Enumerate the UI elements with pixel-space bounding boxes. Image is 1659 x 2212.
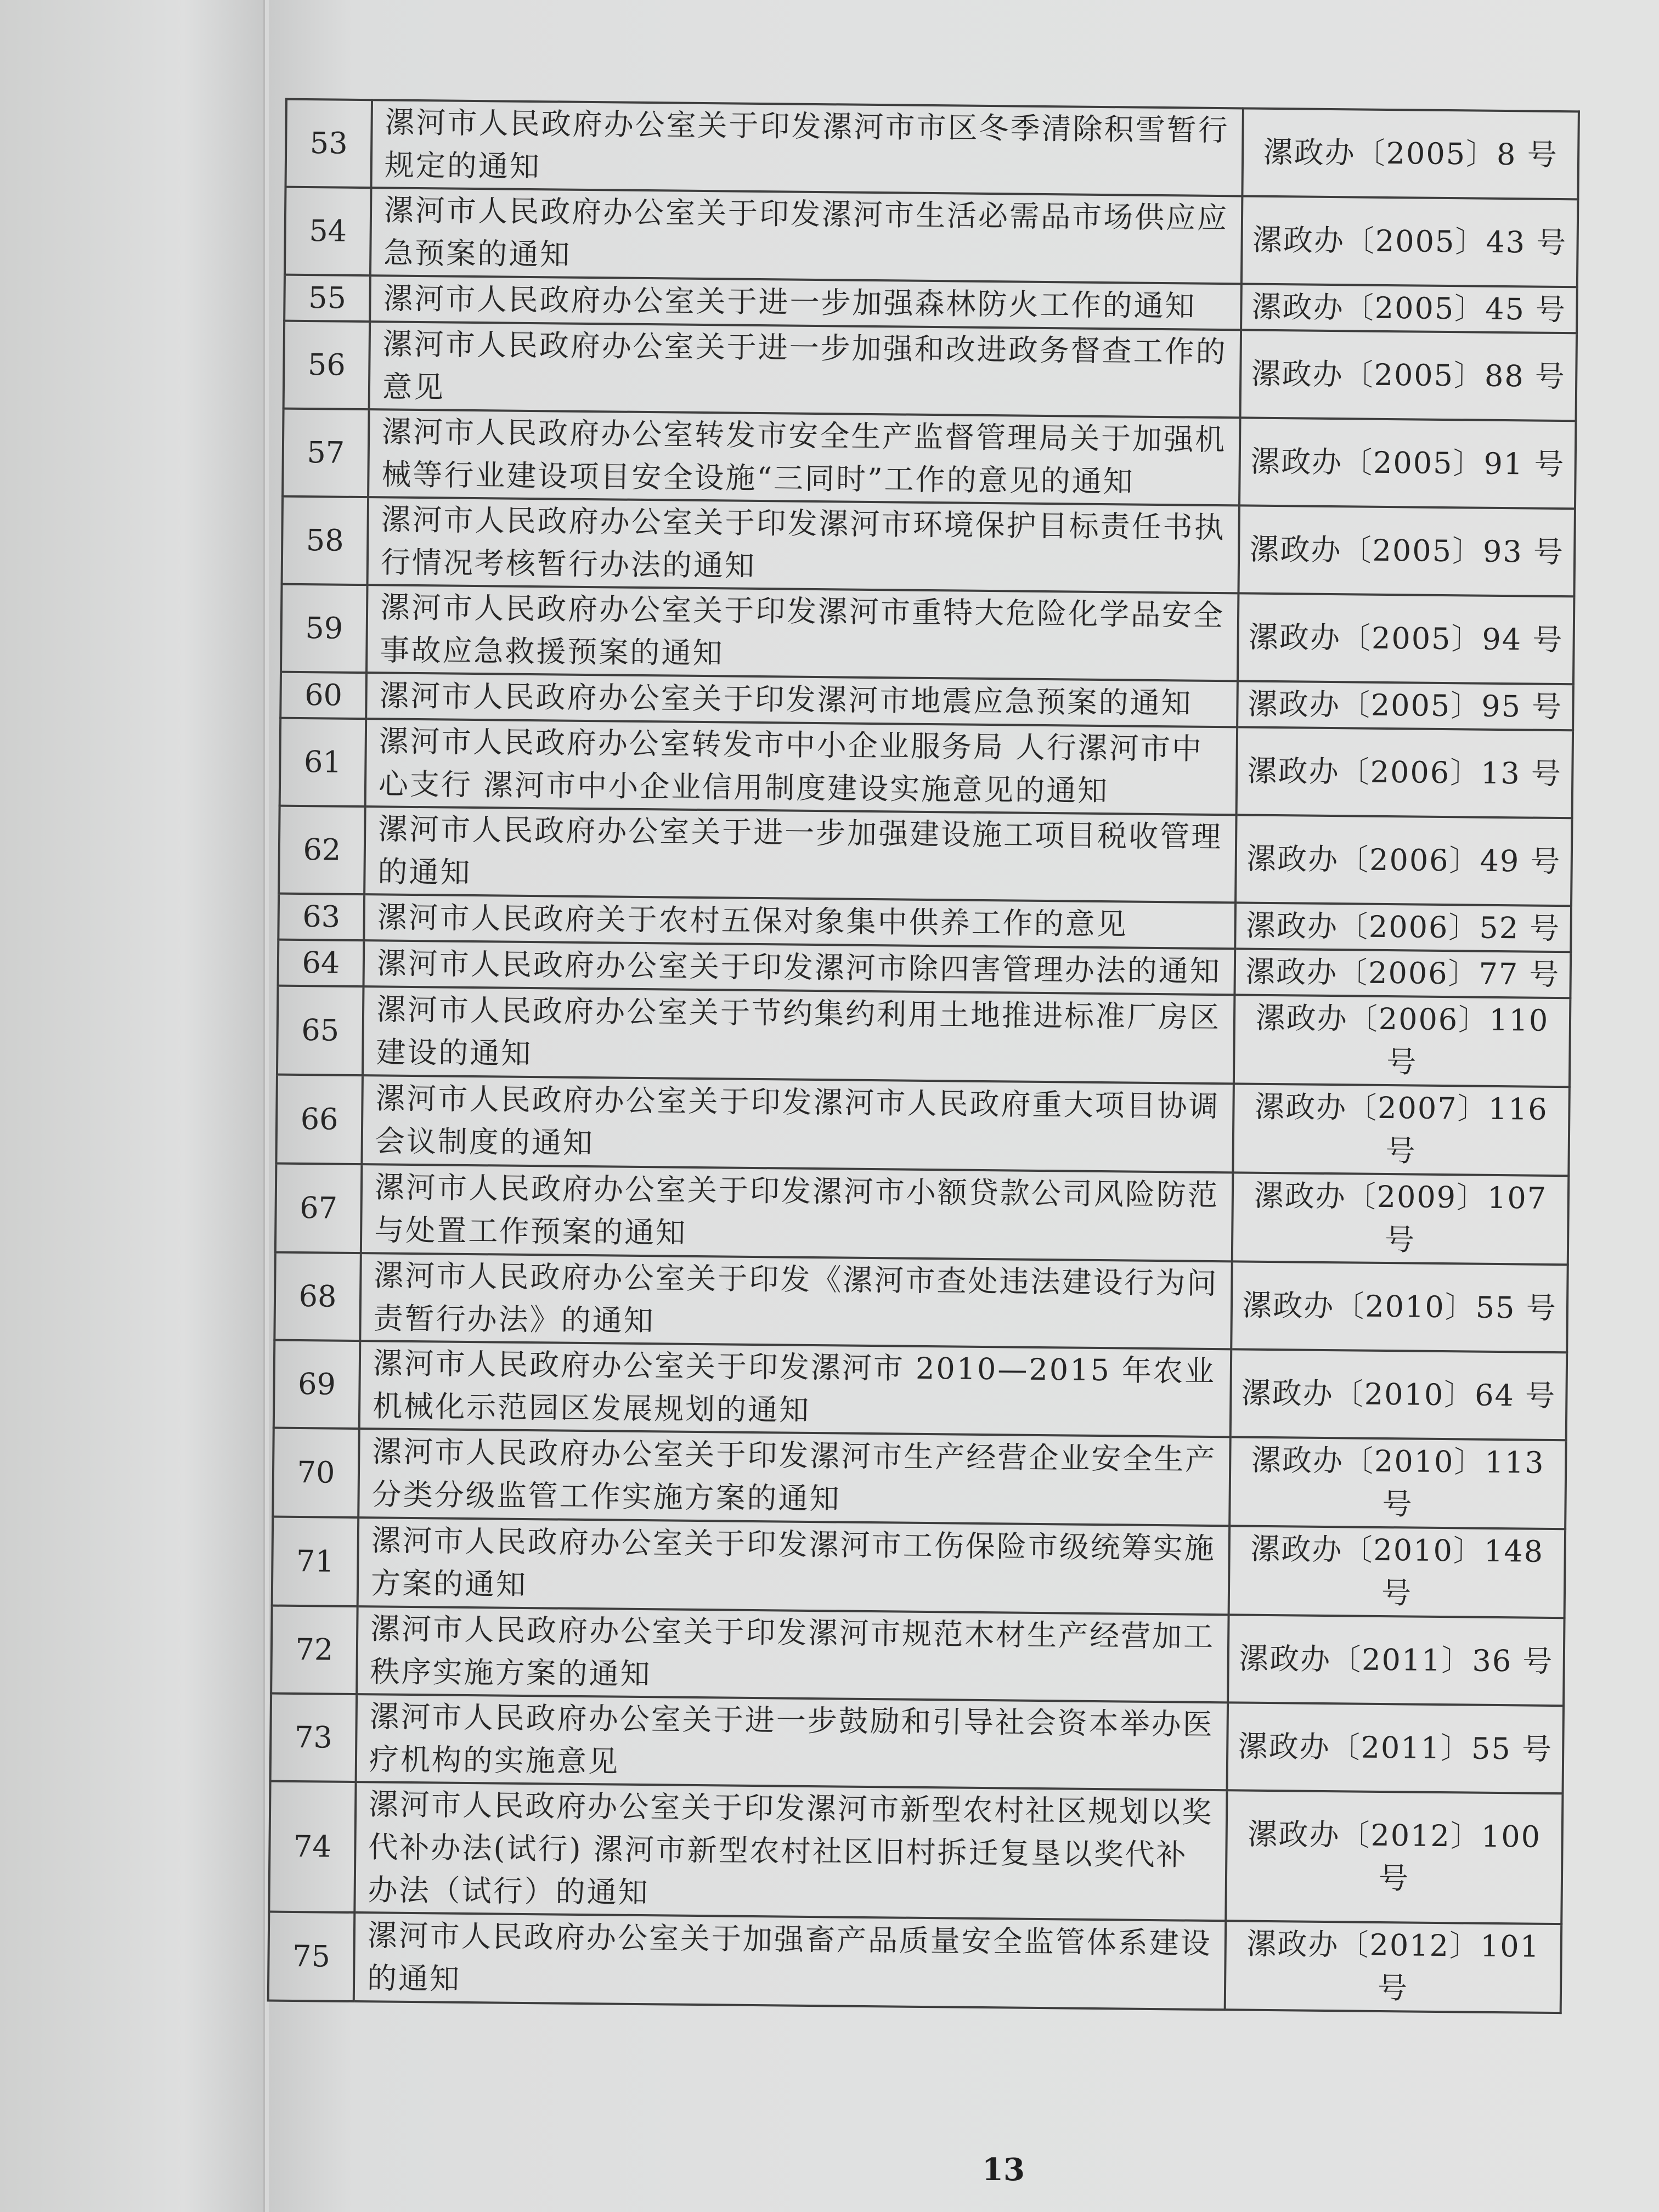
table-row [281, 584, 1574, 685]
row-number: 59 [281, 584, 368, 673]
document-number: 漯政办〔2010〕64 号 [1231, 1349, 1567, 1440]
row-number: 65 [277, 986, 364, 1075]
document-number: 漯政办〔2010〕148 号 [1229, 1526, 1566, 1618]
document-title: 漯河市人民政府办公室关于印发漯河市除四害管理办法的通知 [364, 940, 1235, 995]
page-number: 13 [982, 2152, 1025, 2188]
table-row [277, 986, 1570, 1087]
document-title: 漯河市人民政府办公室关于印发《漯河市查处违法建设行为问责暂行办法》的通知 [360, 1253, 1232, 1349]
row-number: 55 [284, 275, 370, 321]
document-number: 漯政办〔2011〕55 号 [1227, 1702, 1564, 1793]
row-number: 74 [269, 1781, 356, 1912]
table-body [268, 99, 1579, 2013]
table-row [272, 1517, 1565, 1618]
document-title: 漯河市人民政府办公室关于印发漯河市 2010—2015 年农业机械化示范园区发展规划的通知 [359, 1341, 1231, 1437]
table-row [284, 321, 1577, 421]
table-row [279, 806, 1572, 906]
document-title: 漯河市人民政府办公室关于进一步加强森林防火工作的通知 [370, 275, 1242, 330]
row-number: 73 [270, 1694, 357, 1782]
document-number: 漯政办〔2012〕101 号 [1225, 1921, 1562, 2013]
row-number: 57 [283, 409, 369, 497]
table-row [280, 718, 1573, 819]
table-row [268, 1912, 1561, 2013]
row-number: 58 [282, 496, 369, 585]
row-number: 66 [276, 1075, 363, 1164]
document-list-table [267, 98, 1580, 2014]
row-number: 54 [285, 187, 371, 275]
row-number: 62 [279, 806, 365, 894]
document-number: 漯政办〔2005〕43 号 [1242, 196, 1578, 287]
document-title: 漯河市人民政府办公室关于进一步加强和改进政务督查工作的意见 [369, 321, 1241, 417]
document-title: 漯河市人民政府办公室关于印发漯河市重特大危险化学品安全事故应急救援预案的通知 [366, 585, 1238, 681]
row-number: 56 [284, 321, 370, 409]
row-number: 70 [273, 1428, 359, 1517]
document-title: 漯河市人民政府办公室关于进一步加强建设施工项目税收管理的通知 [364, 806, 1236, 902]
row-number: 67 [275, 1164, 362, 1253]
document-number: 漯政办〔2010〕55 号 [1231, 1261, 1568, 1352]
table-row [271, 1606, 1564, 1706]
table-row [282, 496, 1575, 597]
table-row [275, 1164, 1568, 1265]
document-number: 漯政办〔2005〕88 号 [1240, 330, 1577, 421]
document-number: 漯政办〔2007〕116 号 [1233, 1084, 1570, 1176]
document-number: 漯政办〔2006〕13 号 [1237, 727, 1573, 818]
table-row [285, 187, 1578, 287]
document-number: 漯政办〔2012〕100 号 [1226, 1790, 1562, 1924]
document-number: 漯政办〔2005〕95 号 [1237, 681, 1573, 730]
document-number: 漯政办〔2005〕8 号 [1242, 108, 1579, 199]
document-title: 漯河市人民政府办公室关于进一步鼓励和引导社会资本举办医疗机构的实施意见 [356, 1694, 1228, 1790]
document-number: 漯政办〔2011〕36 号 [1228, 1615, 1565, 1706]
document-number: 漯政办〔2006〕52 号 [1235, 902, 1571, 952]
table-row [283, 409, 1576, 509]
document-title: 漯河市人民政府办公室关于印发漯河市地震应急预案的通知 [366, 673, 1238, 727]
document-title: 漯河市人民政府办公室关于印发漯河市市区冬季清除积雪暂行规定的通知 [371, 100, 1243, 196]
document-title: 漯河市人民政府办公室转发市中小企业服务局 人行漯河市中心支行 漯河市中小企业信用制度建设实施意见的通知 [365, 719, 1237, 815]
document-title: 漯河市人民政府办公室关于节约集约利用土地推进标准厂房区建设的通知 [363, 986, 1234, 1084]
table-row [270, 1694, 1564, 1794]
row-number: 53 [285, 99, 372, 188]
document-number: 漯政办〔2006〕110 号 [1234, 995, 1571, 1087]
row-number: 72 [271, 1606, 358, 1694]
document-title: 漯河市人民政府办公室关于印发漯河市环境保护目标责任书执行情况考核暂行办法的通知 [368, 497, 1239, 593]
row-number: 71 [272, 1517, 359, 1606]
document-number: 漯政办〔2005〕93 号 [1238, 505, 1575, 596]
row-number: 69 [274, 1340, 360, 1429]
document-number: 漯政办〔2006〕49 号 [1235, 815, 1572, 906]
row-number: 64 [278, 940, 364, 986]
table-row [269, 1781, 1562, 1925]
document-title: 漯河市人民政府办公室关于印发漯河市生产经营企业安全生产分类分级监管工作实施方案的通知 [358, 1429, 1230, 1526]
document-title: 漯河市人民政府办公室转发市安全生产监督管理局关于加强机械等行业建设项目安全设施“三同时”工作的意见的通知 [368, 409, 1240, 505]
document-number: 漯政办〔2010〕113 号 [1229, 1437, 1566, 1529]
table-row [273, 1428, 1566, 1530]
row-number: 68 [274, 1252, 361, 1341]
document-number: 漯政办〔2009〕107 号 [1232, 1172, 1569, 1265]
row-number: 61 [280, 718, 366, 806]
document-title: 漯河市人民政府办公室关于印发漯河市工伤保险市级统筹实施方案的通知 [358, 1517, 1229, 1615]
row-number: 75 [268, 1912, 355, 2001]
table-row [274, 1252, 1567, 1353]
document-number: 漯政办〔2005〕45 号 [1241, 284, 1577, 333]
table-row [276, 1075, 1569, 1176]
row-number: 63 [278, 894, 364, 940]
document-number: 漯政办〔2005〕91 号 [1239, 417, 1576, 509]
document-title: 漯河市人民政府关于农村五保对象集中供养工作的意见 [364, 894, 1235, 949]
left-page-edge [0, 0, 265, 2212]
table-row [274, 1340, 1567, 1441]
document-title: 漯河市人民政府办公室关于印发漯河市新型农村社区规划以奖代补办法(试行) 漯河市新型农村社区旧村拆迁复垦以奖代补办法（试行）的通知 [354, 1782, 1227, 1921]
document-title: 漯河市人民政府办公室关于印发漯河市规范木材生产经营加工秩序实施方案的通知 [357, 1606, 1228, 1702]
row-number: 60 [280, 672, 366, 719]
table-row [285, 99, 1578, 200]
document-title: 漯河市人民政府办公室关于印发漯河市生活必需品市场供应应急预案的通知 [370, 188, 1242, 284]
document-title: 漯河市人民政府办公室关于印发漯河市小额贷款公司风险防范与处置工作预案的通知 [361, 1164, 1233, 1261]
document-number: 漯政办〔2006〕77 号 [1234, 949, 1571, 998]
document-title: 漯河市人民政府办公室关于加强畜产品质量安全监管体系建设的通知 [354, 1912, 1226, 2010]
document-number: 漯政办〔2005〕94 号 [1238, 593, 1575, 684]
document-title: 漯河市人民政府办公室关于印发漯河市人民政府重大项目协调会议制度的通知 [362, 1075, 1233, 1172]
